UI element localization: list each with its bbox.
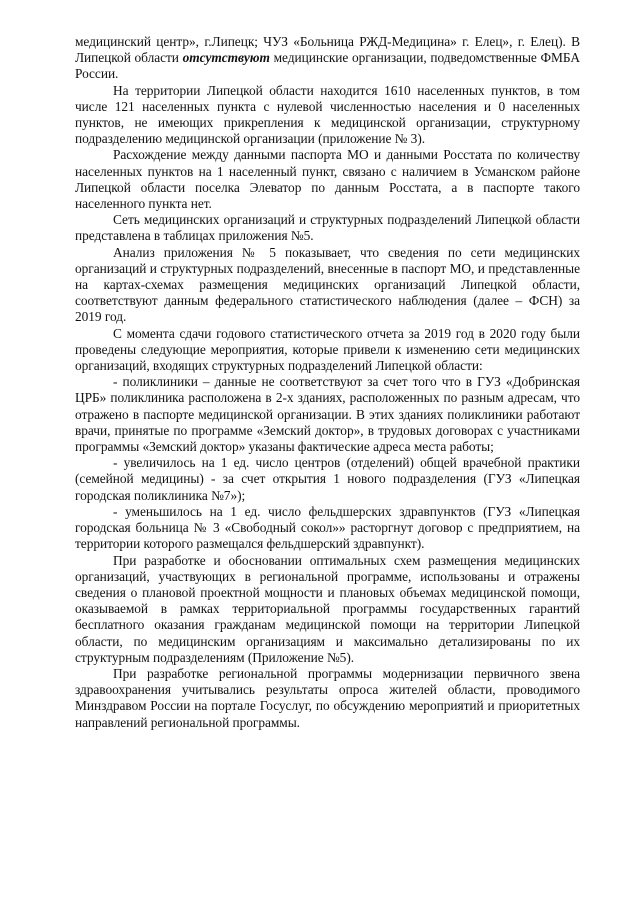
paragraph-network: Сеть медицинских организаций и структурных подразделений Липецкой области представлена в таблицах приложения №5. bbox=[75, 212, 580, 244]
paragraph-optimal-schemes: При разработке и обосновании оптимальных схем размещения медицинских организаций, участвующих в региональной программе, использованы и отражены сведения о плановой проектной мощности и плановых объемах медицинской помощи, оказываемой в рамках территориальной программы государственных гарантий бесплатного оказания гражданам медицинской помощи на территории Липецкой области, по медицинским организациям и максимально детализированы по их структурным подразделениям (Приложение №5). bbox=[75, 552, 580, 665]
paragraph-discrepancy: Расхождение между данными паспорта МО и данными Росстата по количеству населенных пунктов на 1 населенный пункт, связано с наличием в Усманском районе Липецкой области поселка Элеватор по данным Росстата, а в паспорте такого населенного пункта нет. bbox=[75, 147, 580, 212]
paragraph-measures-intro: С момента сдачи годового статистического отчета за 2019 год в 2020 году были проведены следующие мероприятия, которые привели к изменению сети медицинских организаций, входящих структурных подразделений Липецкой области: bbox=[75, 325, 580, 374]
paragraph-analysis: Анализ приложения № 5 показывает, что сведения по сети медицинских организаций и структурных подразделений, внесенные в паспорт МО, и представленные на картах-схемах размещения медицинских организаций Липецкой области, соответствуют данным федерального статистического наблюдения (далее – ФСН) за 2019 год. bbox=[75, 244, 580, 325]
list-item-polyclinics: - поликлиники – данные не соответствуют за счет того что в ГУЗ «Добринская ЦРБ» поликлиника расположена в 2-х зданиях, расположенных по разным адресам, что отражено в паспорте медицинской организации. В этих зданиях поликлиники работают врачи, принятые по программе «Земский доктор», в трудовых договорах с участниками программы «Земский доктор» указаны фактические адреса места работы; bbox=[75, 374, 580, 455]
paragraph-continuation bbox=[75, 34, 580, 83]
paragraph-settlements: На территории Липецкой области находится 1610 населенных пунктов, в том числе 121 населенных пункта с нулевой численностью населения и 0 населенных пунктов, не имеющих прикрепления к медицинской организации, структурному подразделению медицинской организации (приложение № 3). bbox=[75, 82, 580, 147]
list-item-gp-centers: - увеличилось на 1 ед. число центров (отделений) общей врачебной практики (семейной медицины) - за счет открытия 1 нового подразделения (ГУЗ «Липецкая городская поликлиника №7»); bbox=[75, 455, 580, 503]
text-segment: медицинские организации, подведомственные ФМБА России. bbox=[75, 50, 580, 82]
paragraph-survey: При разработке региональной программы модернизации первичного звена здравоохранения учитывались результаты опроса жителей области, проводимого Минздравом России на портале Госуслуг, по обсуждению мероприятий и приоритетных направлений региональной программы. bbox=[75, 665, 580, 730]
text-segment: медицинский центр», г.Липецк; ЧУЗ «Больница РЖД-Медицина» г. Елец», г. Елец). В Липецкой области bbox=[75, 34, 580, 66]
emphasized-word: отсутствуют bbox=[182, 50, 270, 66]
list-item-feldsher-posts: - уменьшилось на 1 ед. число фельдшерских здравпунктов (ГУЗ «Липецкая городская больница № 3 «Свободный сокол»» расторгнут договор с предприятием, на территории которого размещался фельдшерский здравпункт). bbox=[75, 503, 580, 552]
